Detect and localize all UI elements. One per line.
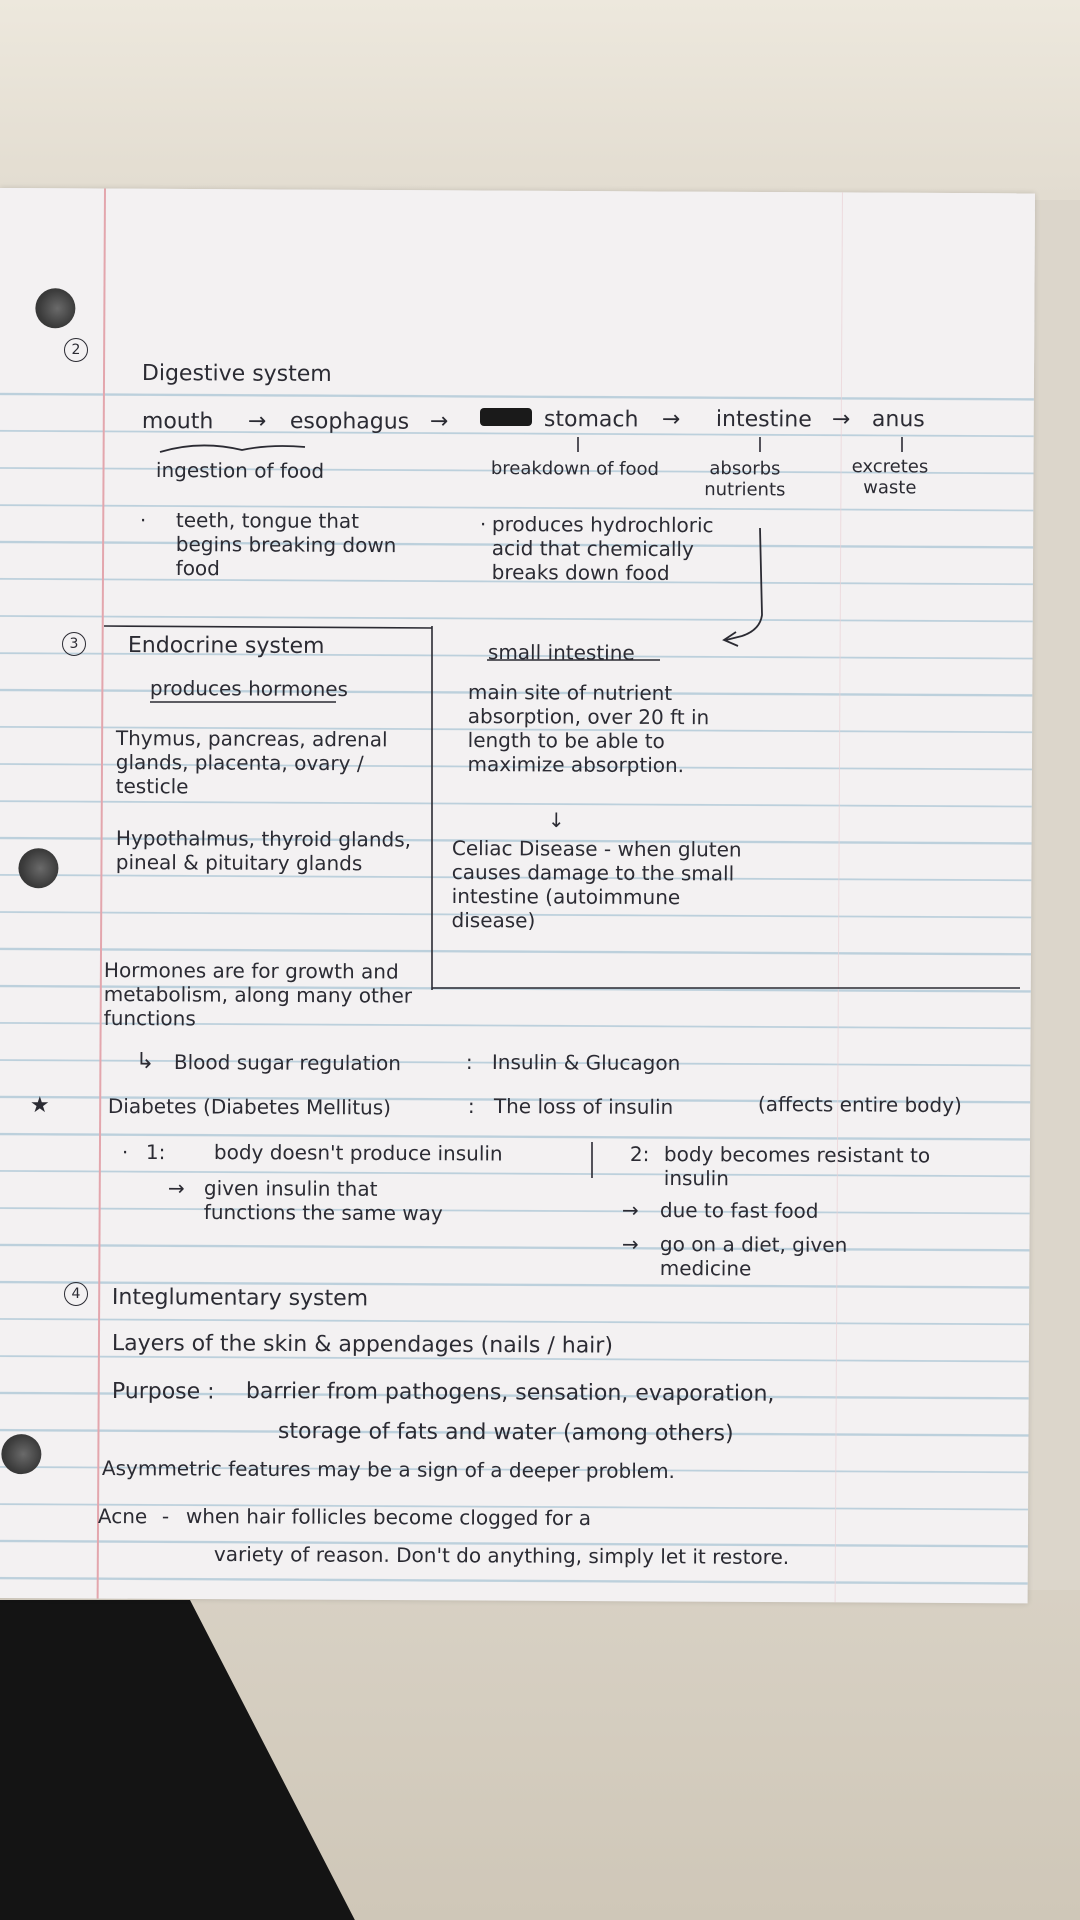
stomach-note: breakdown of food bbox=[490, 458, 660, 480]
digestive-title: Digestive system bbox=[141, 361, 332, 387]
acne-note-2: variety of reason. Don't do anything, simply let it restore. bbox=[213, 1542, 790, 1570]
connector-arrow bbox=[726, 528, 762, 640]
bullet: · bbox=[139, 508, 147, 533]
blood-sugar-value: Insulin & Glucagon bbox=[491, 1050, 681, 1075]
small-intestine-description: main site of nutrient absorption, over 20 ft in length to be able to maximize absorption. bbox=[467, 680, 710, 778]
teeth-note: teeth, tongue that begins breaking down food bbox=[175, 508, 397, 581]
layers-note: Layers of the skin & appendages (nails / hair) bbox=[111, 1331, 614, 1359]
arrow-right: → bbox=[661, 407, 681, 433]
bullet: · bbox=[479, 512, 487, 537]
arrow-right: → bbox=[831, 407, 851, 433]
section-divider bbox=[104, 626, 432, 628]
section-number-circle: 4 bbox=[64, 1282, 88, 1306]
purpose-text-2: storage of fats and water (among others) bbox=[277, 1419, 734, 1447]
type2-note-1: due to fast food bbox=[659, 1198, 819, 1223]
type2-note-2: go on a diet, given medicine bbox=[659, 1232, 848, 1281]
bullet: · bbox=[121, 1140, 129, 1165]
organ-anus: anus bbox=[871, 407, 925, 433]
celiac-note: Celiac Disease - when gluten causes damage to the small intestine (autoimmune disease) bbox=[451, 836, 742, 933]
small-intestine-title: small intestine bbox=[487, 640, 635, 665]
type2-description: body becomes resistant to insulin bbox=[663, 1142, 931, 1191]
star-icon: ★ bbox=[29, 1093, 50, 1119]
sub-arrow: ↳ bbox=[135, 1049, 155, 1075]
organ-mouth: mouth bbox=[141, 409, 214, 435]
endocrine-title: Endocrine system bbox=[127, 633, 325, 660]
down-arrow: ↓ bbox=[547, 808, 565, 833]
hormones-note: Hormones are for growth and metabolism, along many other functions bbox=[103, 958, 413, 1031]
arrow-right: → bbox=[621, 1198, 639, 1223]
type2-label: 2: bbox=[629, 1142, 650, 1167]
organ-esophagus: esophagus bbox=[289, 409, 410, 435]
glands-list-1: Thymus, pancreas, adrenal glands, placenta, ovary / testicle bbox=[115, 726, 388, 799]
endocrine-subtitle: produces hormones bbox=[149, 676, 349, 702]
acne-label: Acne bbox=[97, 1504, 148, 1529]
diabetes-description: The loss of insulin bbox=[493, 1094, 674, 1119]
acne-note: when hair follicles become clogged for a bbox=[185, 1504, 592, 1531]
integumentary-title: Integlumentary system bbox=[111, 1285, 369, 1312]
arrow-right: → bbox=[247, 409, 267, 435]
type1-note: given insulin that functions the same way bbox=[203, 1176, 443, 1226]
arrow-right: → bbox=[429, 409, 449, 435]
organ-intestine: intestine bbox=[715, 407, 812, 433]
arrow-right: → bbox=[621, 1232, 639, 1257]
blood-sugar-label: Blood sugar regulation bbox=[173, 1050, 402, 1076]
purpose-label: Purpose : bbox=[111, 1379, 215, 1405]
dash: - bbox=[161, 1504, 170, 1529]
intestine-note: absorbs nutrients bbox=[704, 458, 786, 501]
separator: : bbox=[467, 1094, 475, 1119]
section-number-circle: 3 bbox=[62, 632, 86, 656]
purpose-text: barrier from pathogens, sensation, evaporation, bbox=[245, 1379, 775, 1407]
mouth-note: ingestion of food bbox=[155, 458, 325, 483]
produces-note: produces hydrochloric acid that chemically breaks down food bbox=[491, 512, 714, 585]
anus-note: excretes waste bbox=[851, 456, 929, 499]
diabetes-scope: (affects entire body) bbox=[757, 1092, 962, 1118]
section-number-circle: 2 bbox=[64, 338, 88, 362]
type1-description: body doesn't produce insulin bbox=[213, 1140, 503, 1166]
glands-list-2: Hypothalmus, thyroid glands, pineal & pituitary glands bbox=[115, 826, 412, 876]
arrow-right: → bbox=[167, 1176, 185, 1201]
separator: : bbox=[465, 1050, 473, 1075]
brace-mark bbox=[160, 445, 305, 452]
type1-label: 1: bbox=[145, 1140, 166, 1165]
asymmetric-note: Asymmetric features may be a sign of a deeper problem. bbox=[101, 1456, 676, 1483]
diabetes-title: Diabetes (Diabetes Mellitus) bbox=[107, 1094, 392, 1120]
organ-stomach: stomach bbox=[543, 407, 639, 433]
